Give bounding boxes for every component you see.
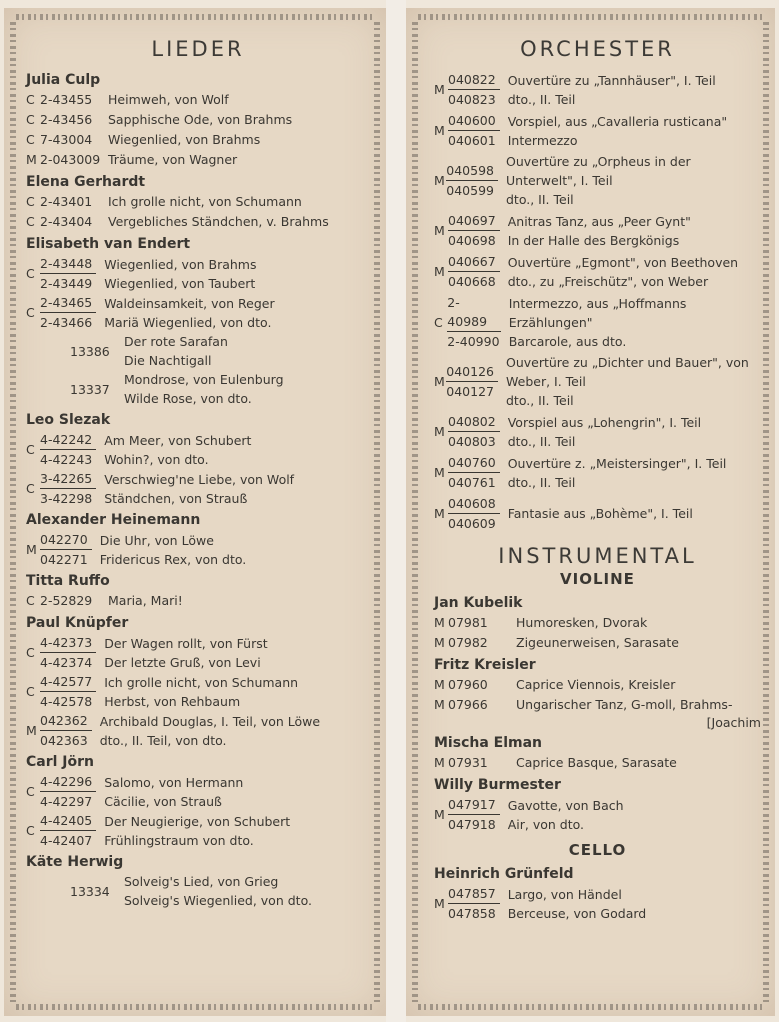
record-titles [508, 454, 727, 492]
record-title-bottom: Fridericus Rex, von dto. [99, 551, 247, 567]
record-numbers [40, 254, 96, 293]
record-titles [104, 673, 298, 711]
border-top-right [418, 14, 763, 20]
record-numbers [448, 453, 500, 492]
orchester-entry [434, 252, 761, 291]
record-number-bottom: 4-42243 [40, 452, 93, 467]
record-number-top: 040667 [448, 252, 500, 272]
record-row [434, 695, 761, 715]
record-title-bottom: Wiegenlied, von Taubert [104, 275, 256, 291]
record-number-top: 4-42296 [40, 772, 96, 792]
record-titles [124, 332, 228, 370]
record-titles [508, 253, 738, 291]
artist-block [434, 864, 761, 923]
artist-block [434, 655, 761, 731]
record-number-top: 042270 [40, 530, 92, 550]
record-title-bottom: dto., II. Teil [507, 474, 576, 490]
record-numbers [447, 293, 500, 351]
label-code: C [26, 266, 35, 281]
record-title-bottom: In der Halle des Bergkönigs [507, 232, 680, 248]
lieder-section [26, 32, 370, 912]
record-title-top: Der Neugierige, von Schubert [104, 813, 291, 829]
record-number-bottom: 040698 [448, 233, 496, 248]
artist-block [26, 752, 370, 850]
record-title-top: Intermezzo, aus „Hoffmanns Erzählungen" [508, 295, 687, 330]
record-number-top: 3-42265 [40, 469, 96, 489]
record-number-top: 040760 [448, 453, 500, 473]
record-number-top: 4-42242 [40, 430, 96, 450]
record-title-top: Archibald Douglas, I. Teil, von Löwe [99, 713, 321, 729]
record-number-bottom: 4-42374 [40, 655, 93, 670]
record-title-top: Vorspiel, aus „Cavalleria rusticana" [507, 113, 728, 129]
subsection-title-cello: CELLO [568, 841, 627, 859]
record-titles [100, 712, 320, 750]
artist-name: Alexander Heinemann [26, 512, 201, 528]
record-pair [26, 293, 370, 332]
label-code: C [26, 442, 35, 457]
label-code: M [434, 807, 445, 822]
record-title-bottom: dto., II. Teil [506, 192, 574, 207]
label-code: M [434, 82, 445, 97]
right-page [406, 8, 775, 1016]
record-numbers [40, 772, 96, 811]
record-row [26, 212, 370, 232]
record-number-top: 4-42577 [40, 672, 96, 692]
orchester-entry [434, 111, 761, 150]
artist-name: Elena Gerhardt [26, 174, 146, 190]
record-titles [508, 885, 647, 923]
border-left-right [412, 22, 418, 1002]
record-title-top: Fantasie aus „Bohème", I. Teil [507, 506, 693, 521]
record-number: 7-43004 [40, 132, 93, 147]
record-single [26, 872, 370, 910]
violine-list [434, 593, 761, 834]
record-pair [26, 711, 370, 750]
record-title-bottom: dto., II. Teil [507, 91, 576, 107]
record-number-bottom: 040127 [446, 384, 494, 399]
record-titles [100, 531, 247, 569]
label-code: M [434, 697, 445, 712]
record-numbers [40, 711, 92, 750]
artist-block [26, 613, 370, 750]
record-title-top: Ouvertüre „Egmont", von Beethoven [507, 254, 739, 270]
record-title: Caprice Basque, Sarasate [516, 755, 677, 770]
record-number: 2-43404 [40, 214, 93, 229]
border-bottom-left [16, 1004, 374, 1010]
record-title-bottom: Herbst, von Rehbaum [104, 693, 241, 709]
record-title-bottom: Wohin?, von dto. [104, 451, 209, 467]
record-row [434, 633, 761, 653]
record-title-top: Salomo, von Hermann [104, 774, 244, 790]
label-code: M [434, 173, 445, 188]
record-title: Solveig's Lied, von Grieg [124, 874, 279, 889]
record-title: Humoresken, Dvorak [516, 615, 648, 630]
record-number-top: 040600 [448, 111, 500, 131]
record-numbers [448, 211, 500, 250]
orchester-entry [434, 494, 761, 533]
record-title-bottom: Air, von dto. [507, 816, 585, 832]
record-numbers [448, 884, 500, 923]
record-title-top: Waldeinsamkeit, von Reger [104, 295, 275, 311]
record-title: Solveig's Wiegenlied, von dto. [124, 893, 312, 908]
record-title-top: Ouvertüre z. „Meistersinger", I. Teil [507, 455, 727, 471]
border-bottom-right [418, 1004, 763, 1010]
lieder-list [26, 70, 370, 910]
record-title-bottom: Cäcilie, von Strauß [104, 793, 222, 809]
record-numbers [40, 811, 96, 850]
record-title: Wiegenlied, von Brahms [108, 132, 261, 147]
record-number-top: 040598 [446, 161, 498, 181]
record-pair [26, 254, 370, 293]
record-numbers [448, 412, 500, 451]
record-pair [434, 111, 761, 150]
artist-block [434, 593, 761, 653]
record-number: 07981 [448, 615, 488, 630]
record-titles [104, 255, 256, 293]
record-title-bottom: dto., II. Teil [506, 393, 574, 408]
border-right-left [374, 22, 380, 1002]
record-title: Caprice Viennois, Kreisler [516, 677, 676, 692]
record-title-bottom: Intermezzo [507, 132, 578, 148]
record-number: 2-52829 [40, 593, 93, 608]
record-number-bottom: 040803 [448, 434, 496, 449]
record-number-bottom: 042363 [40, 733, 88, 748]
page-gap [386, 0, 406, 1022]
record-pair [26, 811, 370, 850]
record-number-bottom: 3-42298 [40, 491, 93, 506]
record-number-top: 040802 [448, 412, 500, 432]
record-number: 07960 [448, 677, 488, 692]
artist-block [434, 775, 761, 834]
record-row [26, 150, 370, 170]
artist-name: Julia Culp [26, 72, 101, 88]
record-numbers [40, 469, 96, 508]
label-code: C [26, 684, 35, 699]
artist-block [26, 410, 370, 508]
record-titles [104, 470, 294, 508]
orchester-entry [434, 353, 761, 410]
record-title: Zigeunerweisen, Sarasate [516, 635, 679, 650]
record-titles [508, 796, 624, 834]
record-title-bottom: Der letzte Gruß, von Levi [104, 654, 261, 670]
record-number-top: 047857 [448, 884, 500, 904]
record-numbers [40, 672, 96, 711]
record-pair [26, 672, 370, 711]
record-single [26, 370, 370, 408]
label-code: M [434, 223, 445, 238]
record-numbers [448, 252, 500, 291]
border-left-left [10, 22, 16, 1002]
record-titles [104, 294, 274, 332]
artist-name: Carl Jörn [26, 754, 94, 770]
artist-name: Käte Herwig [26, 854, 124, 870]
label-code: C [26, 214, 35, 229]
record-title: Träume, von Wagner [108, 152, 238, 167]
record-title: Wilde Rose, von dto. [124, 391, 252, 406]
record-titles [506, 152, 761, 209]
record-titles [104, 634, 267, 672]
record-title-bottom: dto., zu „Freischütz", von Weber [507, 273, 709, 289]
artist-name: Elisabeth van Endert [26, 236, 191, 252]
record-title: Maria, Mari! [108, 593, 183, 608]
record-number: 07982 [448, 635, 488, 650]
record-number: 13386 [70, 343, 110, 359]
record-title: Ungarischer Tanz, G-moll, Brahms- [516, 697, 733, 712]
record-number-bottom: 040599 [446, 183, 494, 198]
record-pair [434, 884, 761, 923]
record-title: Sapphische Ode, von Brahms [108, 112, 293, 127]
record-title-bottom: Frühlingstraum von dto. [104, 832, 254, 848]
section-title-instrumental: INSTRUMENTAL [498, 544, 697, 568]
artist-block [434, 733, 761, 773]
record-number-top: 047917 [448, 795, 500, 815]
record-titles [508, 212, 691, 250]
record-number-bottom: 042271 [40, 552, 88, 567]
record-number-bottom: 040761 [448, 475, 496, 490]
record-title-top: Gavotte, von Bach [507, 797, 624, 813]
record-title-top: Ich grolle nicht, von Schumann [104, 674, 299, 690]
orchester-entry [434, 152, 761, 209]
record-pair [434, 353, 761, 410]
record-number-top: 040822 [448, 70, 500, 90]
record-number-top: 040697 [448, 211, 500, 231]
record-titles [104, 773, 243, 811]
artist-name: Mischa Elman [434, 735, 543, 751]
record-title: Vergebliches Ständchen, v. Brahms [108, 214, 329, 229]
record-title-top: Der Wagen rollt, von Fürst [104, 635, 268, 651]
artist-block [26, 571, 370, 611]
artist-block [26, 234, 370, 408]
record-number-bottom: 2-43466 [40, 315, 93, 330]
label-code: C [26, 112, 35, 127]
record-title-top: Anitras Tanz, aus „Peer Gynt" [507, 213, 691, 229]
record-numbers [446, 161, 498, 200]
record-number: 2-43455 [40, 92, 93, 107]
label-code: M [434, 635, 445, 650]
record-numbers [446, 362, 498, 401]
record-titles [124, 370, 284, 408]
orchester-entry [434, 453, 761, 492]
record-pair [434, 211, 761, 250]
label-code: M [434, 506, 445, 521]
record-row [26, 130, 370, 150]
record-title-bottom: dto., II. Teil [507, 433, 576, 449]
record-title-bottom: Ständchen, von Strauß [104, 490, 248, 506]
record-titles [508, 413, 701, 451]
record-title-bottom: Mariä Wiegenlied, von dto. [104, 314, 272, 330]
label-code: M [434, 123, 445, 138]
record-titles [104, 431, 251, 469]
artist-name: Fritz Kreisler [434, 657, 536, 673]
record-number-bottom: 040668 [448, 274, 496, 289]
record-numbers [40, 633, 96, 672]
record-titles [508, 112, 727, 150]
record-number-bottom: 2-43449 [40, 276, 93, 291]
record-pair [434, 152, 761, 209]
label-code: M [434, 755, 445, 770]
record-number-top: 042362 [40, 711, 92, 731]
orchester-entry [434, 293, 761, 351]
record-pair [26, 633, 370, 672]
label-code: C [434, 314, 443, 330]
record-number: 07931 [448, 755, 488, 770]
label-code: M [434, 424, 445, 439]
record-numbers [448, 111, 500, 150]
artist-block [26, 70, 370, 170]
record-pair [26, 430, 370, 469]
record-titles [508, 71, 716, 109]
artist-name: Leo Slezak [26, 412, 111, 428]
record-number-top: 2-40989 [447, 293, 500, 332]
label-code: M [26, 152, 37, 167]
record-number-top: 2-43448 [40, 254, 96, 274]
record-row [26, 90, 370, 110]
label-code: M [26, 723, 37, 738]
record-title: Mondrose, von Eulenburg [124, 372, 284, 387]
record-number-top: 040126 [446, 362, 498, 382]
cello-list [434, 864, 761, 923]
artist-block [26, 172, 370, 232]
label-code: M [434, 677, 445, 692]
record-titles [124, 872, 312, 910]
record-number-bottom: 047858 [448, 906, 496, 921]
record-row [434, 613, 761, 633]
record-title: Der rote Sarafan [124, 334, 228, 349]
record-number: 2-43401 [40, 194, 93, 209]
record-title-bottom: dto., II. Teil, von dto. [99, 732, 227, 748]
record-title-top: Largo, von Händel [507, 886, 622, 902]
record-pair [434, 453, 761, 492]
label-code: C [26, 645, 35, 660]
label-code: C [26, 784, 35, 799]
label-code: M [434, 374, 445, 389]
record-number: 13337 [70, 381, 110, 397]
label-code: M [26, 542, 37, 557]
record-title-top: Verschwieg'ne Liebe, von Wolf [104, 471, 295, 487]
record-number-bottom: 4-42407 [40, 833, 93, 848]
subsection-title-violine: VIOLINE [560, 570, 635, 588]
record-pair [434, 494, 761, 533]
record-title-top: Am Meer, von Schubert [104, 432, 252, 448]
record-pair [434, 252, 761, 291]
record-title-top: Wiegenlied, von Brahms [104, 256, 257, 272]
record-numbers [40, 293, 96, 332]
record-number: 13334 [70, 883, 110, 899]
record-numbers [448, 70, 500, 109]
artist-block [26, 852, 370, 910]
section-title-lieder: LIEDER [151, 37, 245, 61]
record-number: 07966 [448, 697, 488, 712]
record-title-top: Ouvertüre zu „Dichter und Bauer", von Weber, I. Teil [506, 355, 749, 389]
right-sections [434, 32, 761, 925]
record-number-bottom: 047918 [448, 817, 496, 832]
orchester-list [434, 70, 761, 533]
record-row [26, 192, 370, 212]
record-row [26, 110, 370, 130]
record-pair [434, 293, 761, 351]
record-number-bottom: 040823 [448, 92, 496, 107]
label-code: M [434, 896, 445, 911]
record-number-bottom: 4-42297 [40, 794, 93, 809]
record-title-top: Ouvertüre zu „Tannhäuser", I. Teil [507, 72, 716, 88]
record-number: 2-043009 [40, 152, 101, 167]
artist-name: Titta Ruffo [26, 573, 110, 589]
orchester-entry [434, 70, 761, 109]
record-number-top: 2-43465 [40, 293, 96, 313]
artist-block [26, 510, 370, 569]
record-titles [509, 294, 761, 351]
section-title-orchester: ORCHESTER [520, 37, 675, 61]
record-title: Heimweh, von Wolf [108, 92, 229, 107]
record-titles [104, 812, 290, 850]
label-code: C [26, 92, 35, 107]
record-pair [26, 469, 370, 508]
artist-name: Heinrich Grünfeld [434, 866, 574, 882]
record-number-bottom: 040609 [448, 516, 496, 531]
artist-name: Willy Burmester [434, 777, 561, 793]
record-title-top: Ouvertüre zu „Orpheus in der Unterwelt", I. Teil [506, 154, 691, 188]
label-code: C [26, 481, 35, 496]
record-number-top: 4-42373 [40, 633, 96, 653]
record-title-top: Vorspiel aus „Lohengrin", I. Teil [507, 414, 702, 430]
record-number-top: 040608 [448, 494, 500, 514]
record-numbers [448, 494, 500, 533]
record-title-bottom: Berceuse, von Godard [507, 905, 647, 921]
record-numbers [40, 530, 92, 569]
border-top-left [16, 14, 374, 20]
record-titles [508, 504, 693, 523]
record-titles [506, 353, 761, 410]
label-code: C [26, 305, 35, 320]
record-note: [Joachim [706, 715, 761, 730]
record-title: Die Nachtigall [124, 353, 212, 368]
record-number-bottom: 2-40990 [447, 334, 500, 349]
record-pair [434, 412, 761, 451]
left-page [4, 8, 386, 1016]
record-title-bottom: Barcarole, aus dto. [508, 333, 627, 349]
border-right-right [763, 22, 769, 1002]
record-pair [26, 530, 370, 569]
label-code: M [434, 264, 445, 279]
record-row [434, 753, 761, 773]
record-pair [434, 70, 761, 109]
record-number-bottom: 040601 [448, 133, 496, 148]
artist-name: Paul Knüpfer [26, 615, 129, 631]
record-number: 2-43456 [40, 112, 93, 127]
record-single [26, 332, 370, 370]
artist-name: Jan Kubelik [434, 595, 523, 611]
record-numbers [40, 430, 96, 469]
record-numbers [448, 795, 500, 834]
label-code: M [434, 465, 445, 480]
record-row [434, 675, 761, 695]
orchester-entry [434, 211, 761, 250]
label-code: C [26, 194, 35, 209]
label-code: C [26, 593, 35, 608]
record-pair [434, 795, 761, 834]
record-title: Ich grolle nicht, von Schumann [108, 194, 302, 209]
record-pair [26, 772, 370, 811]
record-title-top: Die Uhr, von Löwe [99, 532, 214, 548]
record-number-bottom: 4-42578 [40, 694, 93, 709]
label-code: C [26, 823, 35, 838]
label-code: C [26, 132, 35, 147]
record-number-top: 4-42405 [40, 811, 96, 831]
label-code: M [434, 615, 445, 630]
orchester-entry [434, 412, 761, 451]
record-row [26, 591, 370, 611]
